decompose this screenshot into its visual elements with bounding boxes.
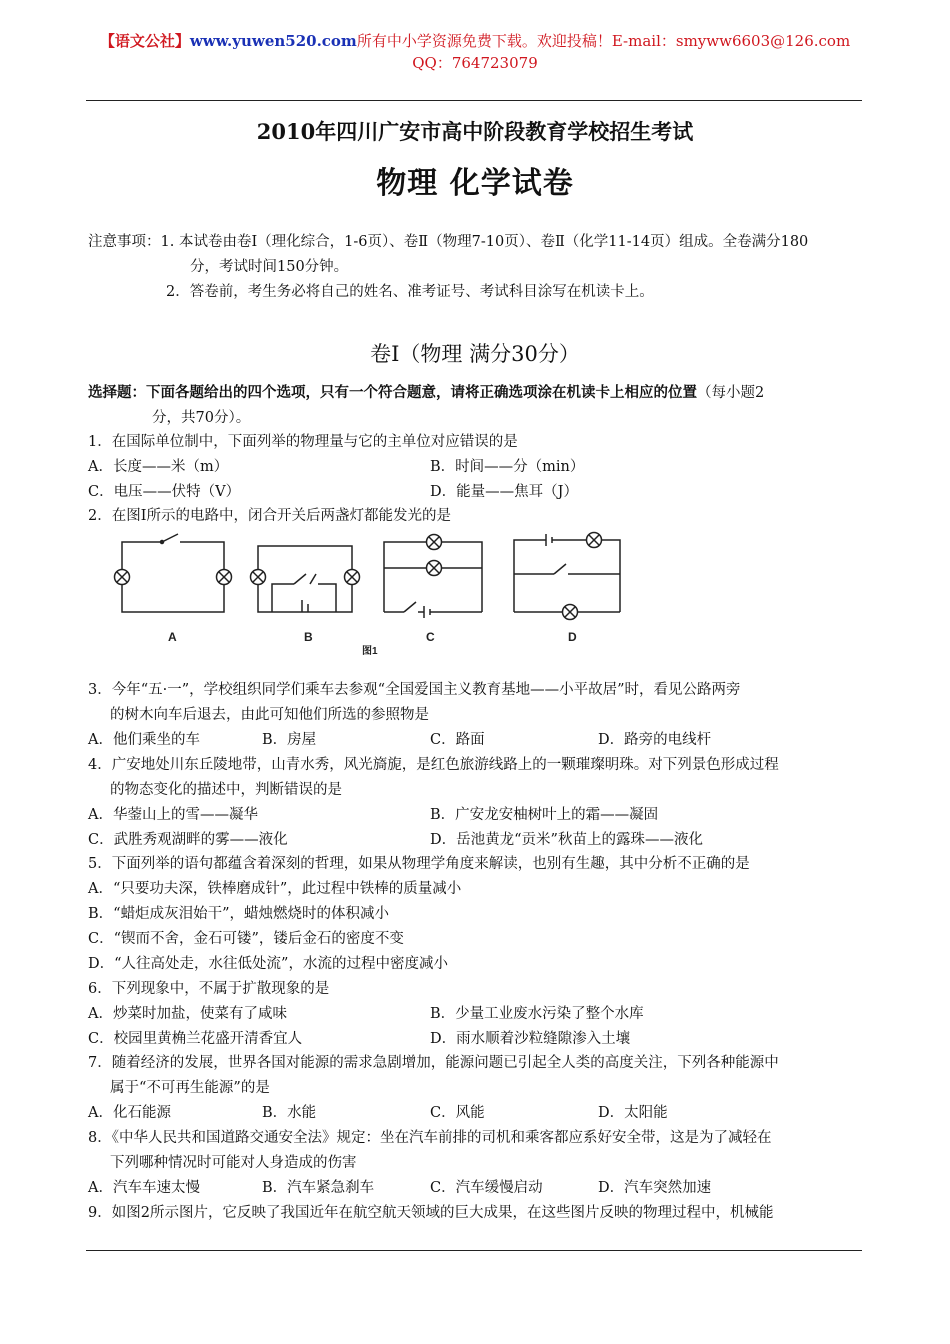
question-3 <box>88 678 864 753</box>
circuit-b <box>251 546 360 612</box>
header-line-1 <box>0 30 950 52</box>
exam-subtitle: 物理 化学试卷 <box>376 166 574 201</box>
question-stem: 1．在国际单位制中，下面列举的物理量与它的主单位对应错误的是 <box>88 434 518 450</box>
option-c: C．“锲而不舍，金石可镂”，镂后金石的密度不变 <box>88 931 404 947</box>
question-stem: 7．随着经济的发展，世界各国对能源的需求急剧增加，能源问题已引起全人类的高度关注，下列各种能源中 <box>88 1055 779 1071</box>
option-b: B．房屋 <box>262 732 317 748</box>
option-b: B．“蜡炬成灰泪始干”，蜡烛燃烧时的体积减小 <box>88 906 389 922</box>
lamp-icon <box>251 570 266 585</box>
question-6 <box>88 977 864 1052</box>
option-d: D．太阳能 <box>598 1105 668 1121</box>
question-5 <box>88 852 864 977</box>
option-d: D．“人往高处走，水往低处流”，水流的过程中密度减小 <box>88 956 448 972</box>
question-stem: 9．如图2所示图片，它反映了我国近年在航空航天领域的巨大成果，在这些图片反映的物理过程中，机械能 <box>88 1205 774 1221</box>
option-c: C．电压——伏特（V） <box>88 484 241 500</box>
notes-line-1: 注意事项：1. 本试卷由卷Ⅰ（理化综合，1-6页）、卷Ⅱ（物理7-10页）、卷Ⅱ（化学11-14页）组成。全卷满分180 <box>88 234 809 250</box>
option-b: B．广安龙安柚树叶上的霜——凝固 <box>430 807 659 823</box>
option-c: C．汽车缓慢启动 <box>430 1180 543 1196</box>
figure-label-c: C <box>426 630 435 644</box>
option-a: A．华蓥山上的雪——凝华 <box>88 807 258 823</box>
option-c: C．风能 <box>430 1105 485 1121</box>
question-stem: 5．下面列举的语句都蕴含着深刻的哲理，如果从物理学角度来解读，也别有生趣，其中分析不正确的是 <box>88 856 750 872</box>
section-instruction <box>88 380 864 431</box>
option-d: D．岳池黄龙“贡米”秋苗上的露珠——液化 <box>430 832 703 848</box>
circuit-c <box>384 535 482 619</box>
site-header <box>0 30 950 74</box>
header-qq: QQ：764723079 <box>412 54 538 72</box>
question-stem-cont: 下列哪种情况时可能对人身造成的伤害 <box>110 1155 357 1171</box>
header-url[interactable]: www.yuwen520.com <box>189 32 357 50</box>
notes-line-3: 2．答卷前，考生务必将自己的姓名、准考证号、考试科目涂写在机读卡上。 <box>166 284 654 300</box>
header-brand: 【语文公社】 <box>99 32 190 50</box>
question-4 <box>88 753 864 853</box>
option-b: B．汽车紧急刹车 <box>262 1180 375 1196</box>
option-a: A．“只要功夫深，铁棒磨成针”，此过程中铁棒的质量减小 <box>88 881 462 897</box>
question-stem: 4．广安地处川东丘陵地带，山青水秀，风光旖旎，是红色旅游线路上的一颗璀璨明珠。对下列景色形成过程 <box>88 757 779 773</box>
question-stem-cont: 属于“不可再生能源”的是 <box>110 1080 270 1096</box>
option-a: A．长度——米（m） <box>88 459 229 475</box>
figure-label-a: A <box>168 630 177 644</box>
question-stem: 6．下列现象中，不属于扩散现象的是 <box>88 981 330 997</box>
question-stem-cont: 的树木向车后退去，由此可知他们所选的参照物是 <box>110 707 429 723</box>
option-b: B．水能 <box>262 1105 317 1121</box>
lamp-icon <box>345 570 360 585</box>
option-b: B．少量工业废水污染了整个水库 <box>430 1006 644 1022</box>
section-points-1: （每小题2 <box>697 385 765 401</box>
question-stem: 3．今年“五·一”，学校组织同学们乘车去参观“全国爱国主义教育基地——小平故居”时，看见公路两旁 <box>88 682 741 698</box>
bottom-rule <box>86 1250 862 1251</box>
question-stem-cont: 的物态变化的描述中，判断错误的是 <box>110 782 342 798</box>
option-c: C．武胜秀观湖畔的雾——液化 <box>88 832 288 848</box>
circuit-a <box>115 534 232 612</box>
section-text: 下面各题给出的四个选项，只有一个符合题意，请将正确选项涂在机读卡上相应的位置 <box>146 384 697 401</box>
top-rule <box>86 100 862 101</box>
section-points-2: 分，共70分）。 <box>152 410 251 426</box>
lamp-icon <box>563 605 578 620</box>
figure-caption: 图1 <box>362 646 378 657</box>
question-stem: 8．《中华人民共和国道路交通安全法》规定：坐在汽车前排的司机和乘客都应系好安全带，这是为了减轻在 <box>88 1130 772 1146</box>
lamp-icon <box>427 561 442 576</box>
lamp-icon <box>115 570 130 585</box>
question-9 <box>88 1201 864 1226</box>
figure-label-d: D <box>568 630 577 644</box>
question-7 <box>88 1051 864 1126</box>
option-d: D．能量——焦耳（J） <box>430 484 578 500</box>
option-d: D．汽车突然加速 <box>598 1180 712 1196</box>
option-d: D．路旁的电线杆 <box>598 732 712 748</box>
option-a: A．汽车车速太慢 <box>88 1180 200 1196</box>
figure-1-circuits <box>104 526 624 658</box>
option-d: D．雨水顺着沙粒缝隙渗入土壤 <box>430 1031 631 1047</box>
exam-title: 2010年四川广安市高中阶段教育学校招生考试 <box>256 119 694 144</box>
exam-notes <box>88 230 864 305</box>
option-c: C．校园里黄桷兰花盛开清香宜人 <box>88 1031 303 1047</box>
figure-label-b: B <box>304 630 313 644</box>
volume-heading: 卷Ⅰ（物理 满分30分） <box>370 342 580 366</box>
option-b: B．时间——分（min） <box>430 459 585 475</box>
question-stem: 2．在图Ⅰ所示的电路中，闭合开关后两盏灯都能发光的是 <box>88 508 451 524</box>
question-8 <box>88 1126 864 1201</box>
lamp-icon <box>427 535 442 550</box>
option-c: C．路面 <box>430 732 485 748</box>
option-a: A．化石能源 <box>88 1105 171 1121</box>
header-tagline: 所有中小学资源免费下载。欢迎投稿！E-mail：smyww6603@126.com <box>356 32 851 50</box>
notes-line-2: 分，考试时间150分钟。 <box>190 259 349 275</box>
option-a: A．他们乘坐的车 <box>88 732 200 748</box>
lamp-icon <box>217 570 232 585</box>
option-a: A．炒菜时加盐，使菜有了咸味 <box>88 1006 287 1022</box>
question-1 <box>88 430 864 505</box>
lamp-icon <box>587 533 602 548</box>
section-label: 选择题： <box>88 384 146 401</box>
circuit-d <box>514 533 620 620</box>
